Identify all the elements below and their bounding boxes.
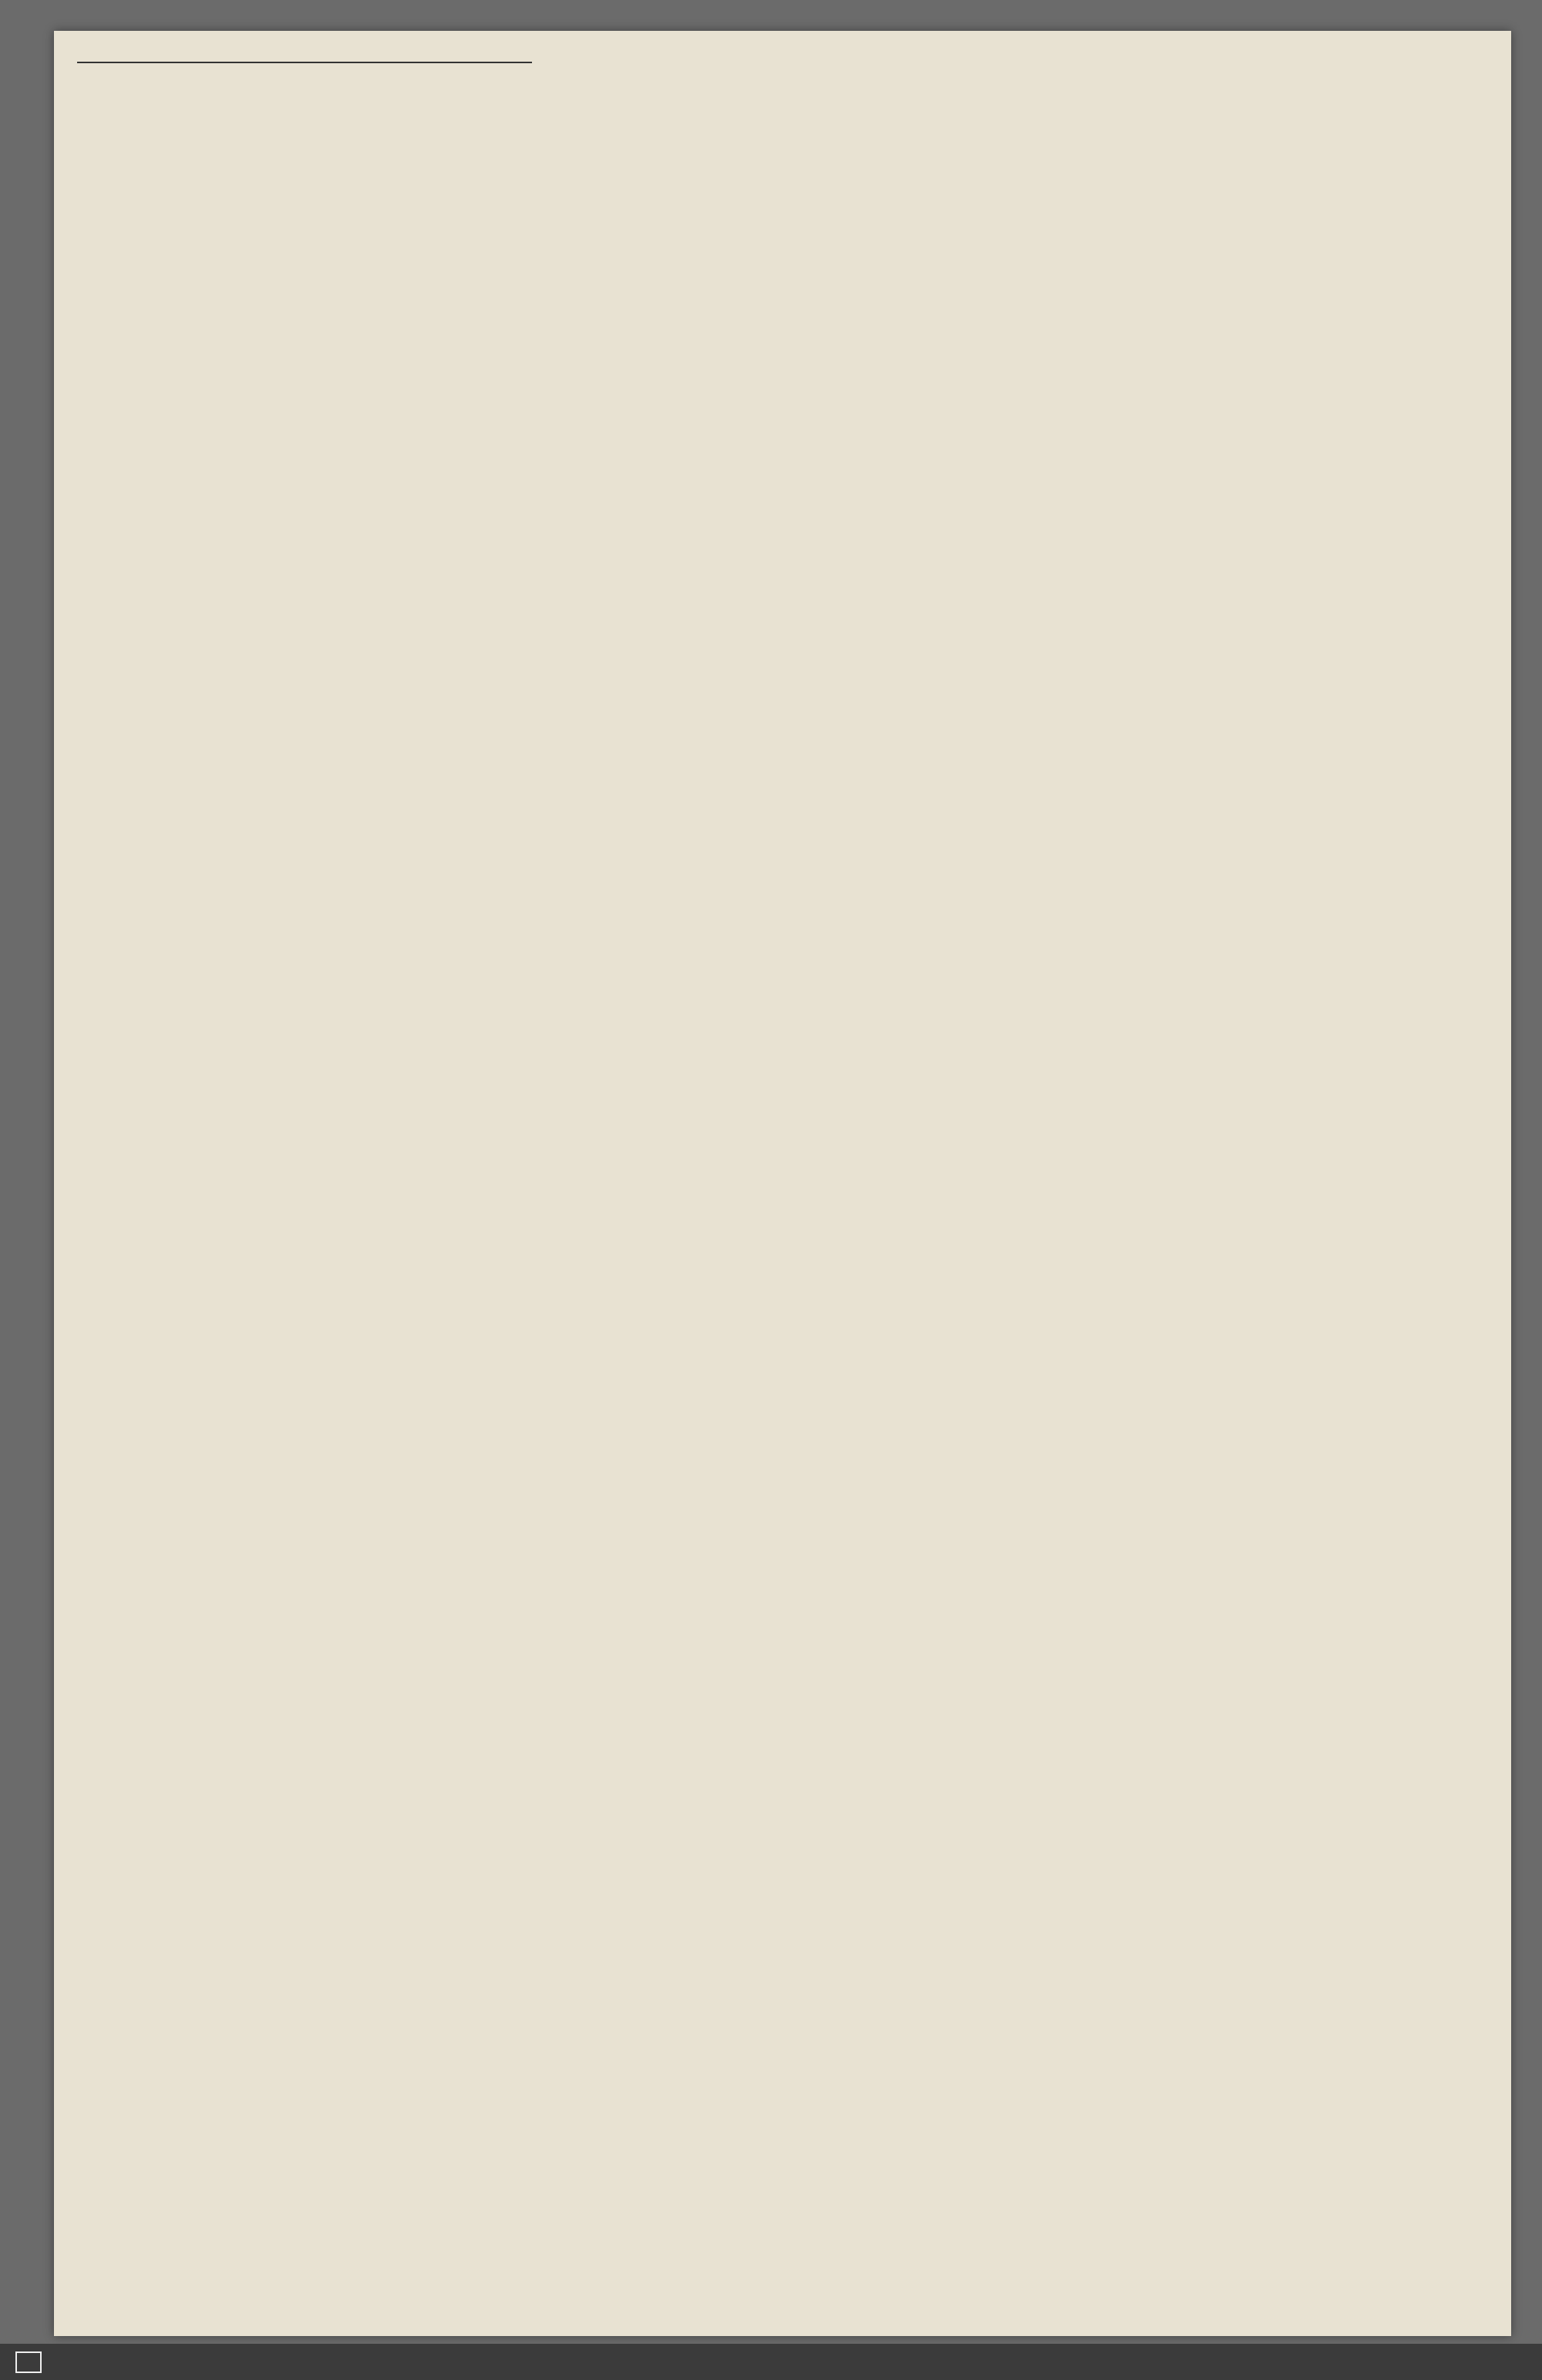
column-2 [555,54,1010,2313]
viewer-footer [0,2344,1542,2380]
divider [77,62,532,63]
library-logo-icon [15,2351,42,2373]
newspaper-page [54,31,1511,2336]
column-3 [1033,54,1488,2313]
column-1 [77,54,532,2313]
